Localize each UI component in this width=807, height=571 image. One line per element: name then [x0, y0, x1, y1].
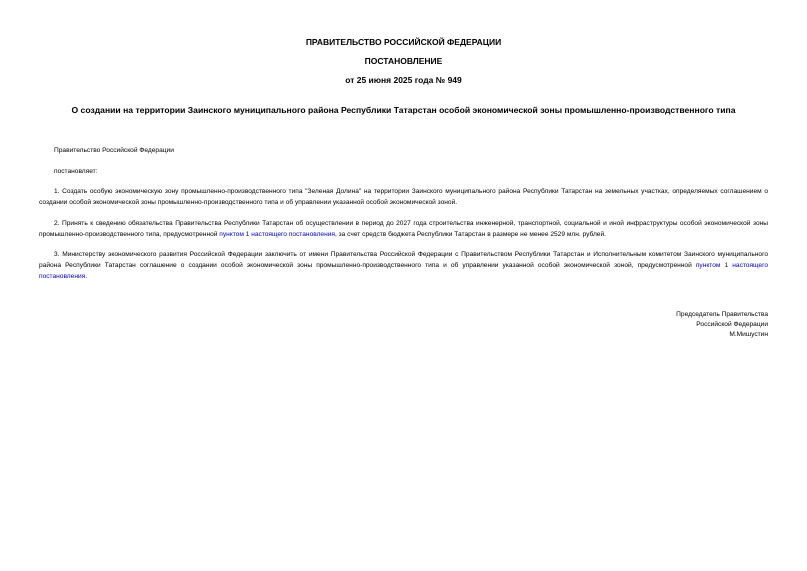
issuer-line: Правительство Российской Федерации: [54, 147, 174, 154]
paragraph-2-text-after: , за счет средств бюджета Республики Татарстан в размере не менее 2529 млн. рублей.: [335, 231, 606, 238]
paragraph-1-text: 1. Создать особую экономическую зону промышленно-производственного типа "Зеленая Долина" на территории Заинского муниципального района Республики Татарстан на земельных участках, определяемых соглашением о создании особой экономической зоны промышленно-производственного типа и об управлении указанной особой экономической зоной.: [39, 188, 768, 206]
paragraph-2-link[interactable]: пунктом 1 настоящего постановления: [219, 231, 335, 238]
paragraph-3-text-before: 3. Министерству экономического развития Российской Федерации заключить от имени Правительства Российской Федерации с Правительством Республики Татарстан и Исполнительным комитетом Заинского муниципального района Республики Татарстан соглашение о создании особой экономической зоны промышленно-производственного типа и об управлении указанной особой экономической зоной, предусмотренной: [39, 251, 768, 269]
issuing-authority: ПРАВИТЕЛЬСТВО РОССИЙСКОЙ ФЕДЕРАЦИИ: [305, 37, 502, 47]
paragraph-2: [39, 218, 768, 240]
document-title: О создании на территории Заинского муниципального района Республики Татарстан особой экономической зоны промышленно-производственного типа: [71, 105, 736, 115]
paragraph-3-link[interactable]: пунктом 1 настоящего постановления: [39, 262, 768, 280]
signature-organization: Российской Федерации: [696, 321, 768, 328]
signature-title: Председатель Правительства: [676, 311, 768, 318]
resolves-line: постановляет:: [54, 168, 98, 175]
paragraph-3-text-after: .: [85, 273, 88, 280]
document-date-number: от 25 июня 2025 года № 949: [345, 75, 462, 85]
document-type: ПОСТАНОВЛЕНИЕ: [364, 56, 443, 66]
paragraph-3: [39, 249, 768, 282]
signature-name: М.Мишустин: [729, 331, 768, 338]
paragraph-1: [39, 186, 768, 208]
paragraph-2-text-before: 2. Принять к сведению обязательства Правительства Республики Татарстан об осуществлении в период до 2027 года строительства инженерной, транспортной, социальной и иной инфраструктуры особой экономической зоны промышленно-производственного типа, предусмотренной: [39, 220, 768, 238]
